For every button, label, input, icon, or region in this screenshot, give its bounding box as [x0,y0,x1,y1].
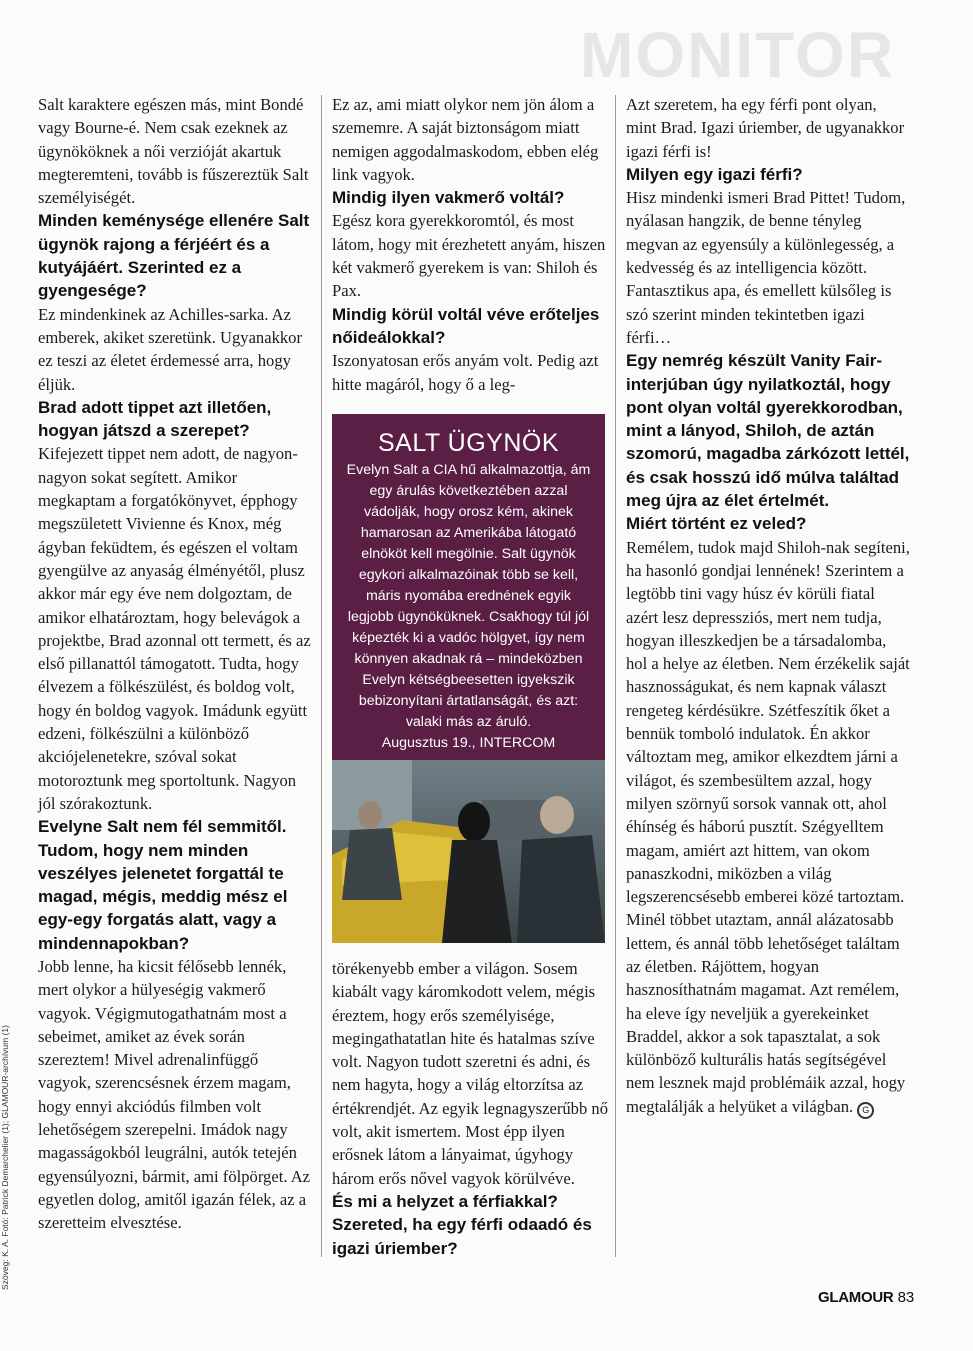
article-end-icon: G [857,1102,874,1119]
release-date: Augusztus 19., INTERCOM [381,735,556,751]
interview-answer: törékenyebb ember a világon. Sosem kiabált vagy káromkodott velem, mégis éreztem, hogy erős személyisége, megingathatatlan hite és hatalmas szíve volt. Nagyon tudott szeretni és adni, és nem hagyta, hogy a világ eltorzítsa az értékrendjét. Az egyik legnagyszerűbb nő volt, akit ismertem. Most épp ilyen erősnek látom a lányaimat, úgyhogy három erős nővel vagyok körülvéve. [332,959,609,1188]
film-still-photo [332,760,605,943]
column-rule [321,95,322,1257]
interview-answer: Jobb lenne, ha kicsit félősebb lennék, mert olykor a hülyeségig vakmerő vagyok. Végigmutogathatnám most a sebeimet, amiket az évek során szereztem! Mivel adrenalinfüggő vagyok, szerencsésnek érzem magam, hogy ennyi akciódús filmben volt lehetőségem szerepelni. Imádok nagy magasságokból leugrálni, autók tetején egyensúlyozni, bármit, ami fölpörget. Az egyetlen dolog, amitől igazán félek, az a szeretteim elvesztése. [38,956,311,1233]
interview-answer: Ez az, ami miatt olykor nem jön álom a szememre. A saját biztonságom miatt nemigen aggodalmaskodom, ebben elég link vagyok. [332,95,599,184]
interview-answer: Egész kora gyerekkoromtól, és most látom, hogy mit érezhetett anyám, hiszen két vakmerő gyerekem is van: Shiloh és Pax. [332,211,606,301]
film-info-title: SALT ÜGYNÖK [377,429,559,457]
interview-question: Evelyne Salt nem fél semmitől. Tudom, hogy nem minden veszélyes jelenetet forgattál te magad, mégis, meddig mész el egy-egy forgatás alatt, vagy a mindennapokban? [38,817,288,953]
interview-question: És mi a helyzet a férfiakkal? Szereted, ha egy férfi odaadó és igazi úriember? [332,1191,592,1258]
article-column-2-top [332,93,610,396]
film-still-illustration [332,760,605,943]
article-column-2-bottom [332,957,610,1260]
interview-answer: Remélem, tudok majd Shiloh-nak segíteni, ha hasonló gondjai lennének! Szerintem a legtöbb tini vagy húsz év körüli fiatal azért lesz depressziós, mert nem tudja, hogyan illeszkedjen be a társadalomba, hol a helye az életben. Nem érzékelik saját hasznosságukat, és nem kapnak választ rengeteg kérdésükre. Szétfeszítik őket a bennük tomboló indulatok. Én akkor változtam meg, amikor elkezdtem járni a világot, és szembesültem azzal, hogy milyen szörnyű sorsok vannak ott, ahol éhínség és háború pusztít. Szégyelltem magam, amiért azt hittem, van okom panaszkodni, miközben a világ legszerencsésebb emberei közé tartoztam. Minél többet utaztam, annál alázatosabb lettem, és annál több lehetőséget találtam az életben. Rájöttem, hogyan hasznosíthatnám magamat. Azt remélem, ha eleve így neveljük a gyerekeinket Braddel, akkor a sok tapasztalat, a sok különböző kulturális hatás segítségével nem lesznek majd problémáik azzal, hogy megtalálják a helyüket a világban. G [626,536,911,1119]
column-rule [615,95,616,1257]
interview-answer: Kifejezett tippet nem adott, de nagyon-nagyon sokat segített. Amikor megkaptam a forgatókönyvet, épphogy megszületett Vivienne és Knox, még ágyban feküdtem, és egészen el voltam gyengülve az anyaság élményétől, plusz akkor már egy éve nem dolgoztam, de amikor elhatároztam, hogy belevágok a projektbe, Brad azonnal ott termett, és az első pillanattól támogatott. Tudta, hogy élvezem a fölkészülést, és boldog volt, hogy én boldog vagyok. Imádunk együtt edzeni, fölkészülni a különböző akciójelenetekre, szóval sokat motoroztunk meg sportoltunk. Nagyon jól szórakoztunk. [38,444,311,813]
interview-question: Brad adott tippet azt illetően, hogyan játszd a szerepet? [38,397,272,441]
interview-question: Egy nemrég készült Vanity Fair-interjúban úgy nyilatkoztál, hogy pont olyan voltál gyerekkorodban, mint a lányod, Shiloh, de aztán szomorú, magadba zárkózott lettél, és csak hosszú idő múlva találtad meg újra az élet értelmét. [626,351,910,511]
interview-answer: Salt karaktere egészen más, mint Bondé vagy Bourne-é. Nem csak ezeknek az ügynököknek a női verzióját akartuk megteremteni, tovább is fűszereztük Salt személyiségét. [38,95,309,208]
film-synopsis: Evelyn Salt a CIA hű alkalmazottja, ám egy árulás következtében azzal vádolják, hogy orosz kém, akinek hamarosan az Amerikába látogató elnököt kell megölnie. Salt ügynök egykori alkalmazóinak több se kell, máris nyomába erednének egyik legjobb ügynöküknek. Csakhogy túl jól képezték ki a vadóc hölgyet, így nem könnyen akadnak rá – mindeközben Evelyn kétségbeesetten igyekszik bebizonyítani ártatlanságát, és azt: valaki más az áruló. [346,462,591,730]
interview-question: Mindig ilyen vakmerő voltál? [332,188,565,208]
interview-question: Miért történt ez veled? [626,514,807,534]
interview-answer: Ez mindenkinek az Achilles-sarka. Az emberek, akiket szeretünk. Ugyanakkor ez teszi az életet érdemessé arra, hogy éljük. [38,304,303,394]
ghost-section-header: MONITOR [580,19,896,88]
film-info-text [332,458,605,754]
page-number: 83 [897,1289,915,1306]
interview-question: Milyen egy igazi férfi? [626,164,803,184]
article-column-1 [38,93,313,1235]
magazine-name: GLAMOUR [818,1289,894,1306]
article-column-3 [626,93,911,1119]
film-info-box [332,414,605,760]
page-footer [818,1289,914,1306]
interview-answer: Hisz mindenki ismeri Brad Pittet! Tudom, nyálasan hangzik, de benne tényleg megvan az egyensúly a különlegesség, a kedvesség és az intelligencia között. Fantasztikus apa, és emellett külsőleg is szó szerint minden tekintetben igazi férfi… [626,188,906,347]
interview-question: Minden keménysége ellenére Salt ügynök rajong a férjéért és a kutyájáért. Szerinted ez a gyengesége? [38,211,310,301]
interview-answer: Azt szeretem, ha egy férfi pont olyan, mint Brad. Igazi úriember, de ugyanakkor igazi férfi is! [626,95,905,161]
interview-question: Mindig körül voltál véve erőteljes nőideálokkal? [332,304,600,347]
photo-credit: Szöveg: K. A. Fotó: Patrick Demarchelier (1); GLAMOUR-archívum (1) [0,1025,10,1290]
interview-answer: Iszonyatosan erős anyám volt. Pedig azt hitte magáról, hogy ő a leg- [332,351,599,394]
